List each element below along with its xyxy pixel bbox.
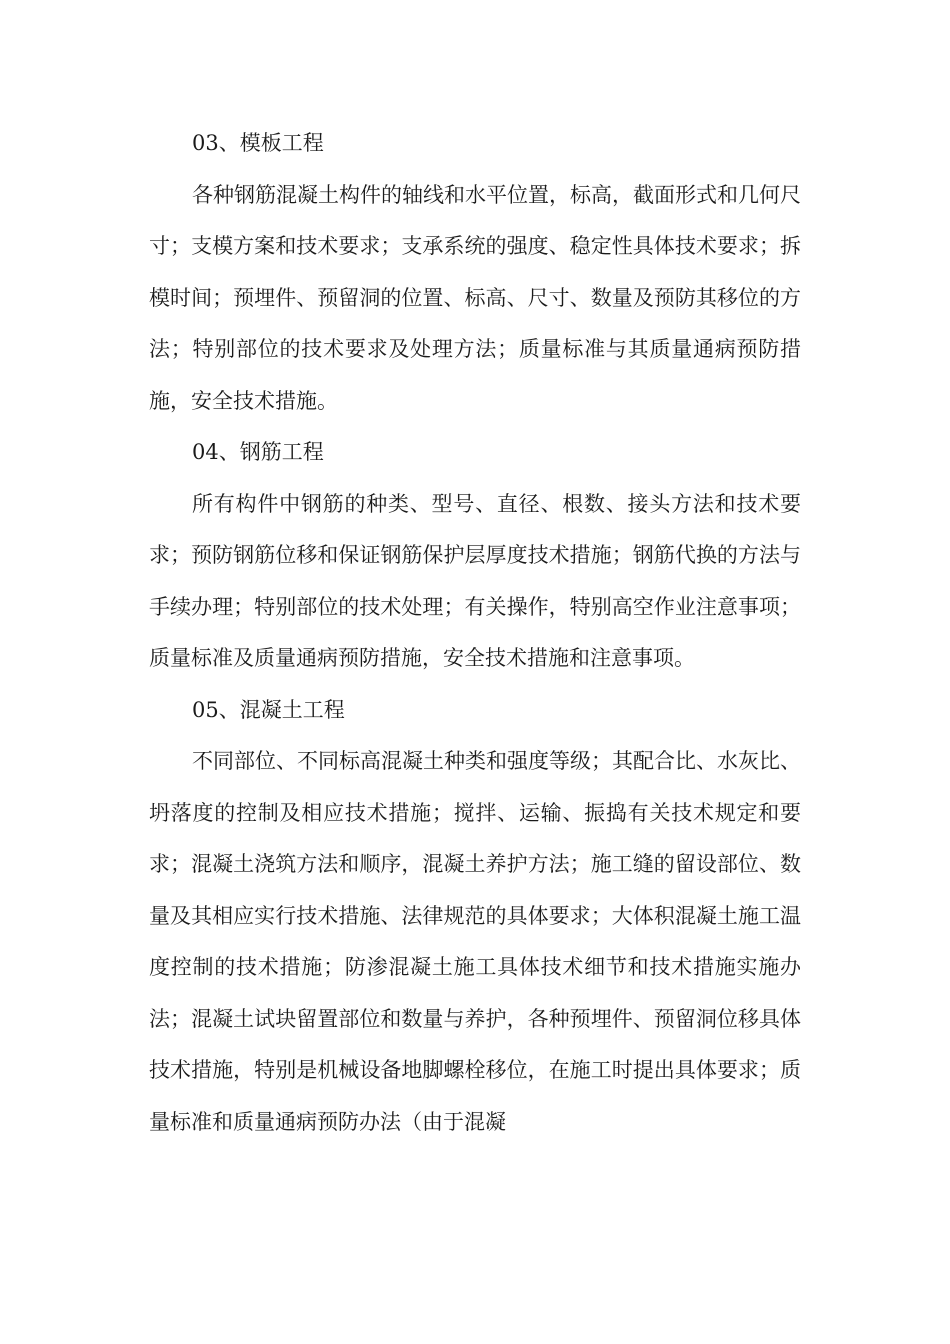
section-body-rebar: 所有构件中钢筋的种类、型号、直径、根数、接头方法和技术要求；预防钢筋位移和保证钢筋保护层厚度技术措施；钢筋代换的方法与手续办理；特别部位的技术处理；有关操作，特别高空作业注意事项；质量标准及质量通病预防措施，安全技术措施和注意事项。: [149, 491, 801, 670]
section-body-formwork: 各种钢筋混凝土构件的轴线和水平位置，标高，截面形式和几何尺寸；支模方案和技术要求；支承系统的强度、稳定性具体技术要求；拆模时间；预埋件、预留洞的位置、标高、尺寸、数量及预防其移位的方法；特别部位的技术要求及处理方法；质量标准与其质量通病预防措施，安全技术措施。: [149, 182, 801, 413]
section-heading-formwork: 03、模板工程: [192, 131, 324, 155]
section-heading-rebar: 04、钢筋工程: [192, 440, 324, 464]
section-heading-concrete: 05、混凝土工程: [192, 697, 345, 722]
document-page: [149, 118, 801, 1148]
section-body-concrete: 不同部位、不同标高混凝土种类和强度等级；其配合比、水灰比、坍落度的控制及相应技术措施；搅拌、运输、振捣有关技术规定和要求；混凝土浇筑方法和顺序，混凝土养护方法；施工缝的留设部位、数量及其相应实行技术措施、法律规范的具体要求；大体积混凝土施工温度控制的技术措施；防渗混凝土施工具体技术细节和技术措施实施办法；混凝土试块留置部位和数量与养护，各种预埋件、预留洞位移具体技术措施，特别是机械设备地脚螺栓移位，在施工时提出具体要求；质量标准和质量通病预防办法（由于混凝: [149, 749, 801, 1134]
